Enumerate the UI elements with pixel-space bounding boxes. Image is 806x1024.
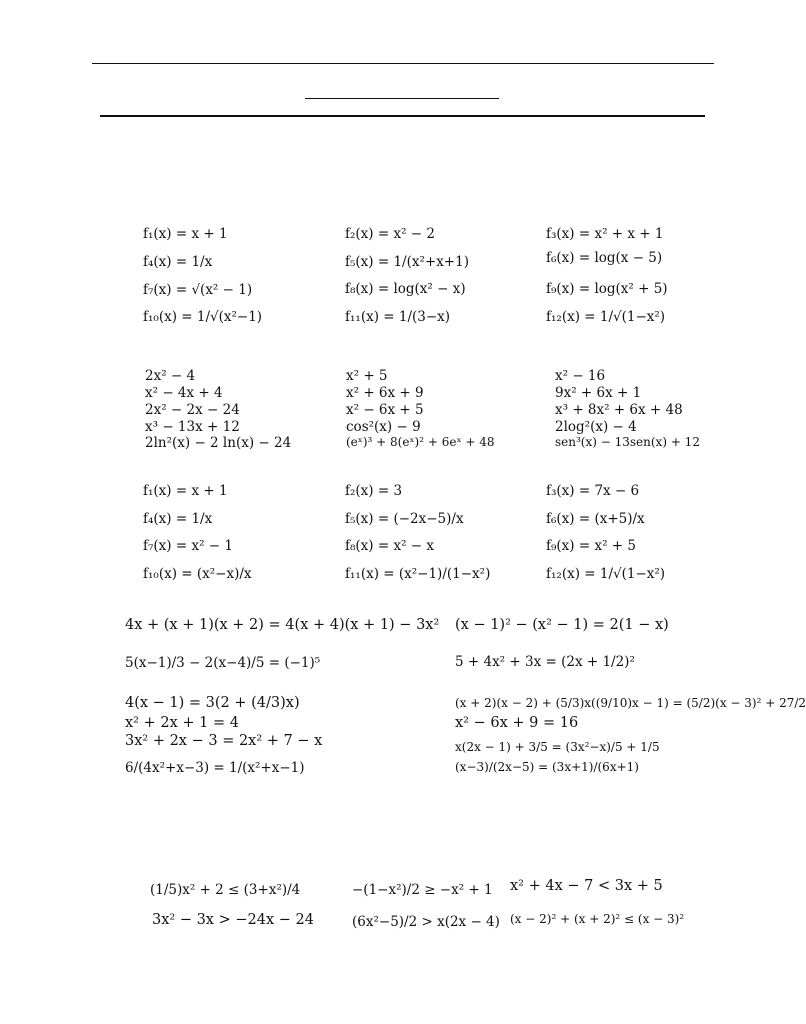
factor-expression: x² − 6x + 5 <box>346 402 424 418</box>
title-underline <box>305 98 499 99</box>
factor-expression: x² − 4x + 4 <box>145 385 223 401</box>
function-f2: f₂(x) = x² − 2 <box>345 226 435 242</box>
function-f5: f₅(x) = 1/(x²+x+1) <box>345 254 469 270</box>
function-f3: f₃(x) = x² + x + 1 <box>546 226 664 242</box>
factor-expression: 2log²(x) − 4 <box>555 419 637 435</box>
function-f9: f₉(x) = log(x² + 5) <box>546 281 668 297</box>
factor-expression: 2x² − 4 <box>145 368 196 384</box>
equation: 5 + 4x² + 3x = (2x + 1/2)² <box>455 654 635 670</box>
function-f11: f₁₁(x) = 1/(3−x) <box>345 309 451 325</box>
equation: (x − 1)² − (x² − 1) = 2(1 − x) <box>455 617 669 633</box>
equation: x(2x − 1) + 3/5 = (3x²−x)/5 + 1/5 <box>455 740 660 754</box>
equation: 4(x − 1) = 3(2 + (4/3)x) <box>125 695 300 711</box>
equation: 6/(4x²+x−3) = 1/(x²+x−1) <box>125 760 305 776</box>
function-f1: f₁(x) = x + 1 <box>143 226 228 242</box>
equation: 3x² + 2x − 3 = 2x² + 7 − x <box>125 733 323 749</box>
inequality: x² + 4x − 7 < 3x + 5 <box>510 878 663 894</box>
equation: x² + 2x + 1 = 4 <box>125 715 239 731</box>
function-f8: f₈(x) = x² − x <box>345 538 434 554</box>
function-f7: f₇(x) = x² − 1 <box>143 538 233 554</box>
function-f9: f₉(x) = x² + 5 <box>546 538 636 554</box>
factor-expression: x² − 16 <box>555 368 606 384</box>
factor-expression: sen³(x) − 13sen(x) + 12 <box>555 435 700 449</box>
equation: 5(x−1)/3 − 2(x−4)/5 = (−1)⁵ <box>125 655 321 671</box>
inequality: (x − 2)² + (x + 2)² ≤ (x − 3)² <box>510 912 685 926</box>
factor-expression: x² + 5 <box>346 368 388 384</box>
function-f6: f₆(x) = log(x − 5) <box>546 250 663 266</box>
factor-expression: 2x² − 2x − 24 <box>145 402 240 418</box>
function-f8: f₈(x) = log(x² − x) <box>345 281 466 297</box>
function-f12: f₁₂(x) = 1/√(1−x²) <box>546 309 666 325</box>
factor-expression: x³ + 8x² + 6x + 48 <box>555 402 683 418</box>
equation: (x−3)/(2x−5) = (3x+1)/(6x+1) <box>455 760 639 774</box>
function-f7: f₇(x) = √(x² − 1) <box>143 282 253 298</box>
header-rule <box>100 115 705 117</box>
function-f1: f₁(x) = x + 1 <box>143 483 228 499</box>
factor-expression: 9x² + 6x + 1 <box>555 385 642 401</box>
factor-expression: (eˣ)³ + 8(eˣ)² + 6eˣ + 48 <box>346 435 495 449</box>
function-f10: f₁₀(x) = (x²−x)/x <box>143 566 252 582</box>
factor-expression: x² + 6x + 9 <box>346 385 424 401</box>
inequality: 3x² − 3x > −24x − 24 <box>152 912 314 928</box>
function-f2: f₂(x) = 3 <box>345 483 403 499</box>
function-f10: f₁₀(x) = 1/√(x²−1) <box>143 309 263 325</box>
equation: 4x + (x + 1)(x + 2) = 4(x + 4)(x + 1) − 3x² <box>125 617 440 633</box>
inequality: (1/5)x² + 2 ≤ (3+x²)/4 <box>150 882 301 898</box>
function-f6: f₆(x) = (x+5)/x <box>546 511 645 527</box>
equation: x² − 6x + 9 = 16 <box>455 715 579 731</box>
function-f4: f₄(x) = 1/x <box>143 254 213 270</box>
function-f4: f₄(x) = 1/x <box>143 511 213 527</box>
equation: (x + 2)(x − 2) + (5/3)x((9/10)x − 1) = (5/2)(x − 3)² + 27/2 <box>455 696 806 710</box>
function-f11: f₁₁(x) = (x²−1)/(1−x²) <box>345 566 491 582</box>
function-f5: f₅(x) = (−2x−5)/x <box>345 511 464 527</box>
inequality: −(1−x²)/2 ≥ −x² + 1 <box>352 882 493 898</box>
function-f3: f₃(x) = 7x − 6 <box>546 483 640 499</box>
inequality: (6x²−5)/2 > x(2x − 4) <box>352 914 500 930</box>
function-f12: f₁₂(x) = 1/√(1−x²) <box>546 566 666 582</box>
factor-expression: 2ln²(x) − 2 ln(x) − 24 <box>145 435 292 451</box>
top-rule <box>92 63 714 64</box>
factor-expression: cos²(x) − 9 <box>346 419 421 435</box>
factor-expression: x³ − 13x + 12 <box>145 419 240 435</box>
